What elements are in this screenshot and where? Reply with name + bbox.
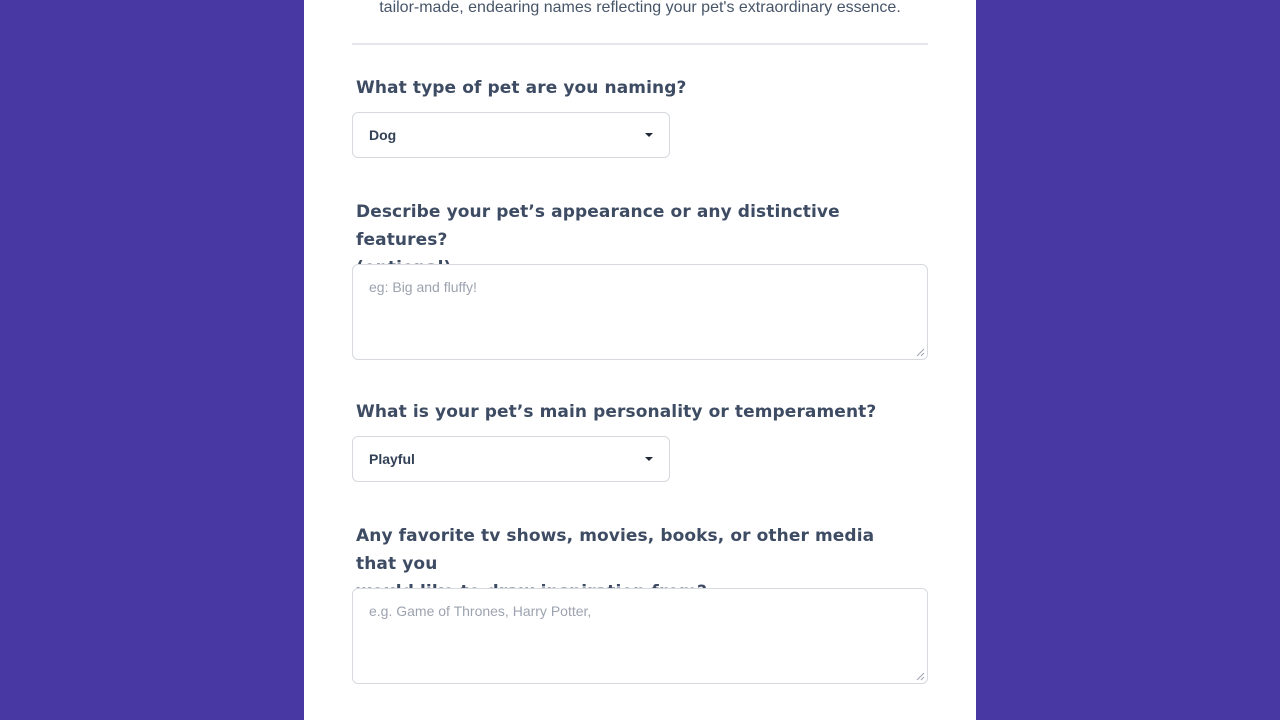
appearance-textarea[interactable] [352,264,928,360]
pet-type-label: What type of pet are you naming? [356,78,687,98]
intro-text: tailor-made, endearing names reflecting your pet's extraordinary essence. [379,0,901,16]
media-placeholder: e.g. Game of Thrones, Harry Potter, [369,603,592,619]
resize-handle-icon[interactable] [916,348,925,357]
media-label-line1: Any favorite tv shows, movies, books, or other media that you [356,526,875,574]
appearance-placeholder: eg: Big and fluffy! [369,279,477,295]
caret-down-icon [645,457,653,461]
personality-select[interactable] [352,436,670,482]
appearance-label-line1: Describe your pet’s appearance or any distinctive features? [356,202,840,250]
form-card [304,0,976,720]
pet-type-selected-value: Dog [369,127,397,143]
caret-down-icon [645,133,653,137]
divider [352,43,928,45]
resize-handle-icon[interactable] [916,672,925,681]
personality-label: What is your pet’s main personality or temperament? [356,402,877,422]
pet-type-select[interactable] [352,112,670,158]
media-textarea[interactable] [352,588,928,684]
personality-selected-value: Playful [369,451,415,467]
